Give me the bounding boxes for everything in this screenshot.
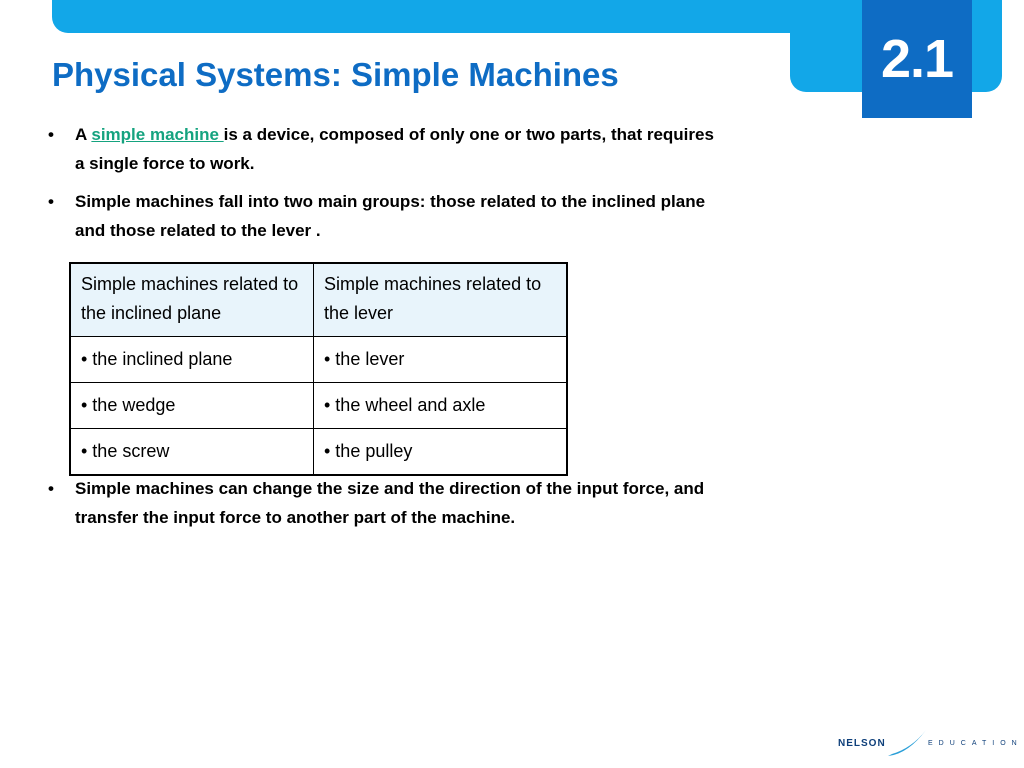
section-number-badge: 2.1 bbox=[862, 0, 972, 118]
bullet-text bbox=[75, 120, 728, 178]
bullet-item bbox=[48, 474, 728, 532]
table-cell: • the pulley bbox=[314, 429, 568, 476]
bullet-text: Simple machines can change the size and the direction of the input force, and transfer the input force to another part of the machine. bbox=[75, 479, 705, 527]
table-cell: • the screw bbox=[70, 429, 314, 476]
header-bar bbox=[52, 0, 790, 33]
simple-machines-table bbox=[69, 262, 568, 476]
bullet-marker: • bbox=[48, 479, 54, 498]
table-header-row bbox=[70, 263, 567, 337]
logo-subword: EDUCATION bbox=[928, 740, 1023, 747]
simple-machine-link[interactable]: simple machine bbox=[91, 125, 224, 144]
table-header-cell: Simple machines related to the inclined plane bbox=[70, 263, 314, 337]
bullet-suffix: is a device, composed of only one or two parts, that requires a single force to work. bbox=[75, 125, 714, 173]
slide-title: Physical Systems: Simple Machines bbox=[52, 56, 619, 93]
bullet-item bbox=[48, 120, 728, 178]
bullet-prefix: A bbox=[75, 125, 92, 144]
logo-wordmark: NELSON bbox=[838, 738, 886, 749]
table-cell: • the lever bbox=[314, 337, 568, 383]
bullet-marker: • bbox=[48, 192, 54, 211]
bullet-item bbox=[48, 187, 728, 245]
table-row bbox=[70, 429, 567, 476]
table-cell: • the wedge bbox=[70, 383, 314, 429]
table-row bbox=[70, 383, 567, 429]
table-header-cell: Simple machines related to the lever bbox=[314, 263, 568, 337]
bullet-marker: • bbox=[48, 125, 54, 144]
logo-swoosh-icon bbox=[886, 726, 930, 760]
nelson-education-logo bbox=[834, 726, 1023, 760]
table-cell: • the wheel and axle bbox=[314, 383, 568, 429]
table-row bbox=[70, 337, 567, 383]
table-cell: • the inclined plane bbox=[70, 337, 314, 383]
bullet-text: Simple machines fall into two main groups: those related to the inclined plane and those related to the lever . bbox=[75, 192, 706, 240]
